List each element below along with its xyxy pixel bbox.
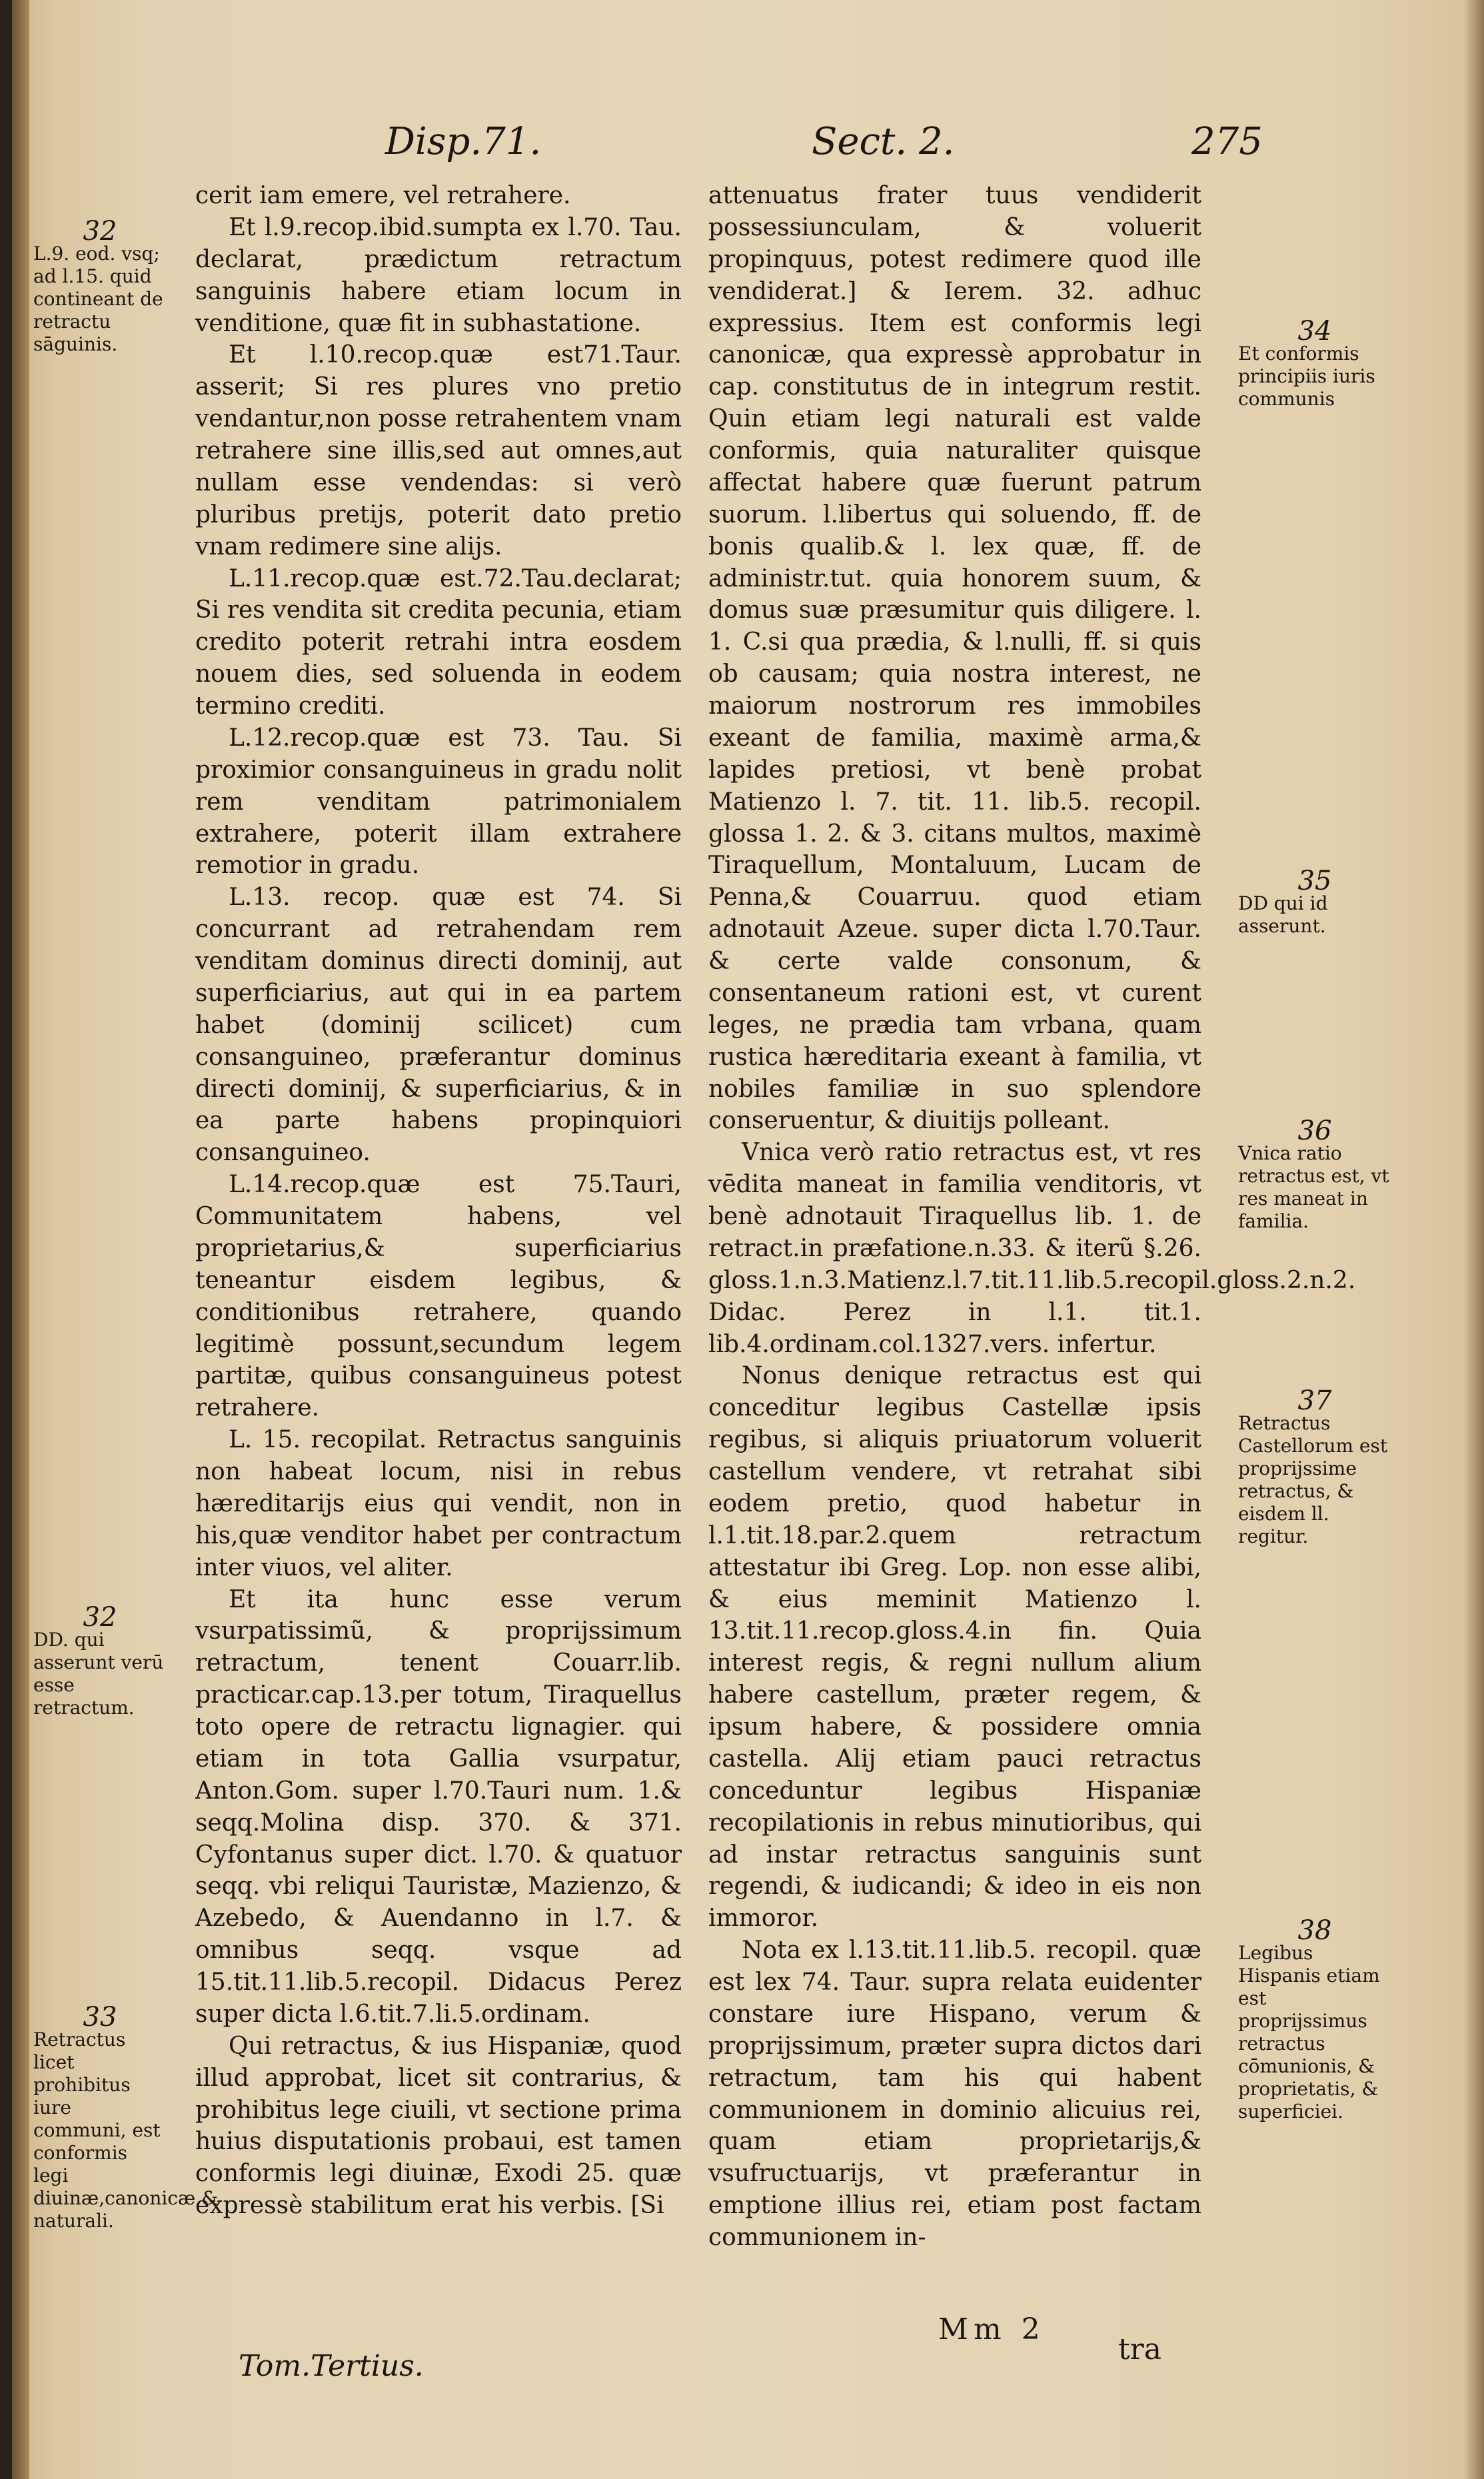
- paragraph: Nonus denique retractus est qui conceditur legibus Castellæ ipsis regibus, si aliquis priuatorum voluerit castellum vendere, vt retrahat sibi eodem pretio, quod habetur in l.1.tit.18.par.2.quem retractum attestatur ibi Greg. Lop. non esse alibi, & eius meminit Matienzo l. 13.tit.11.recop.gloss.4.in fin. Quia interest regis, & regni nullum alium habere castellum, præter regem, & ipsum habere, & possidere omnia castella. Alij etiam pauci retractus conceduntur legibus Hispaniæ recopilationis in rebus minutioribus, qui ad instar retractus sanguinis sunt regendi, & iudicandi; & ideo in eis non immoror.: [708, 1362, 1201, 1933]
- margin-note-text: Legibus Hispanis etiam est proprijssimus retractus cōmunionis, & proprietatis, & superficiei.: [1238, 1942, 1380, 2122]
- margin-note-text: Et conformis principiis iuris communis: [1238, 343, 1375, 410]
- margin-note-right: [1238, 866, 1391, 938]
- margin-note-number: 38: [1297, 1915, 1332, 1946]
- margin-note-text: DD. qui asserunt verū esse retractum.: [33, 1629, 164, 1719]
- margin-note-text: Vnica ratio retractus est, vt res maneat in familia.: [1238, 1142, 1389, 1232]
- margin-note-left: [33, 216, 167, 356]
- catchword: tra: [1118, 2332, 1161, 2366]
- margin-note-text: Retractus Castellorum est proprijssime retractus, & eisdem ll. regitur.: [1238, 1412, 1388, 1547]
- paragraph: cerit iam emere, vel retrahere.: [195, 182, 571, 209]
- margin-note-number: 32: [83, 216, 117, 247]
- paragraph: Nota ex l.13.tit.11.lib.5. recopil. quæ est lex 74. Taur. supra relata euidenter constare iure Hispano, verum & proprijssimum, præter supra dictos dari retractum, tam his qui habent communionem in dominio alicuius rei, quam etiam proprietarijs,& vsufructuarijs, vt præferantur in emptione illius rei, etiam post factam communionem in-: [708, 1937, 1201, 2251]
- paragraph: Qui retractus, & ius Hispaniæ, quod illud approbat, licet sit contrarius, & prohibitus lege ciuili, vt sectione prima huius disputationis probaui, est tamen conformis legi diuinæ, Exodi 25. quæ expressè stabilitum erat his verbis. [Si: [195, 2032, 682, 2220]
- page-edge: [1464, 0, 1484, 2479]
- margin-note-text: DD qui id asserunt.: [1238, 892, 1328, 937]
- paragraph: L.11.recop.quæ est.72.Tau.declarat; Si res vendita sit credita pecunia, etiam credito poterit retrahi intra eosdem nouem dies, sed soluenda in eodem termino crediti.: [195, 564, 682, 720]
- margin-note-left: [33, 2002, 219, 2232]
- margin-note-number: 37: [1297, 1385, 1332, 1416]
- margin-note-right: [1238, 1385, 1391, 1548]
- header-section: Sect. 2.: [812, 120, 955, 163]
- running-header: [12, 120, 1484, 173]
- margin-note-number: 32: [83, 1602, 117, 1633]
- paragraph: Vnica verò ratio retractus est, vt res vēdita maneat in familia venditoris, vt benè adnotauit Tiraquellus lib. 1. de retract.in præfatione.n.33. & iterũ §.26. gloss.1.n.3.Matienz.l.7.tit.11.lib.5.recopil.gloss.2.n.2. Didac. Perez in l.1. tit.1. lib.4.ordinam.col.1327.vers. infertur.: [708, 1139, 1356, 1358]
- paragraph: Et ita hunc esse verum vsurpatissimũ, & proprijssimum retractum, tenent Couarr.lib. practicar.cap.13.per totum, Tiraquellus toto opere de retractu lignagier. qui etiam in tota Gallia vsurpatur, Anton.Gom. super l.70.Tauri num. 1.& seqq.Molina disp. 370. & 371. Cyfontanus super dict. l.70. & quatuor seqq. vbi reliqui Tauristæ, Mazienzo, & Azebedo, & Auendanno in l.7. & omnibus seqq. vsque ad 15.tit.11.lib.5.recopil. Didacus Perez super dicta l.6.tit.7.li.5.ordinam.: [195, 1585, 682, 2028]
- margin-note-number: 34: [1297, 316, 1332, 347]
- paragraph: attenuatus frater tuus vendiderit possessiunculam, & voluerit propinquus, potest redimere quod ille vendiderat.] & Ierem. 32. adhuc expressius. Item est conformis legi canonicæ, qua expressè approbatur in cap. constitutus de in integrum restit. Quin etiam legi naturali est valde conformis, quia naturaliter quisque affectat habere quæ fuerunt patrum suorum. l.libertus qui soluendo, ff. de bonis qualib.& l. lex quæ, ff. de administr.tut. quia honorem suum, & domus suæ præsumitur quis diligere. l. 1. C.si qua prædia, & l.nulli, ff. si quis ob causam; quia nostra interest, ne maiorum nostrorum res immobiles exeant de familia, maximè arma,& lapides pretiosi, vt benè probat Matienzo l. 7. tit. 11. lib.5. recopil. glossa 1. 2. & 3. citans multos, maximè Tiraquellum, Montaluum, Lucam de Penna,& Couarruu. quod etiam adnotauit Azeue. super dicta l.70.Taur. & certe valde consonum, & consentaneum rationi est, vt curent leges, ne prædia tam vrbana, quam rustica hæreditaria exeant à familia, vt nobiles familiæ in suo splendore conseruentur, & diuitijs polleant.: [708, 182, 1201, 1135]
- paragraph: Et l.9.recop.ibid.sumpta ex l.70. Tau. declarat, prædictum retractum sanguinis habere etiam locum in venditione, quæ fit in subhastatione.: [195, 213, 682, 337]
- paragraph: L.13. recop. quæ est 74. Si concurrant ad retrahendam rem venditam dominus directi dominij, aut superficiarius, aut qui in ea partem habet (dominij scilicet) cum consanguineo, præferantur dominus directi dominij, & superficiarius, & in ea parte habens propinquiori consanguineo.: [195, 884, 682, 1167]
- margin-note-number: 36: [1297, 1116, 1332, 1146]
- margin-note-right: [1238, 316, 1391, 411]
- margin-note-right: [1238, 1116, 1391, 1233]
- signature-mark: Mm 2: [938, 2312, 1046, 2346]
- margin-note-number: 35: [1297, 866, 1332, 896]
- margin-note-left: [33, 1602, 167, 1719]
- paragraph: L. 15. recopilat. Retractus sanguinis non habeat locum, nisi in rebus hæreditarijs eius qui vendit, non in his,quæ venditor habet per contractum inter viuos, vel aliter.: [195, 1426, 682, 1581]
- left-text-column: [195, 180, 682, 2222]
- paragraph: L.12.recop.quæ est 73. Tau. Si proximior consanguineus in gradu nolit rem venditam patrimonialem extrahere, poterit illam extrahere remotior in gradu.: [195, 724, 682, 880]
- margin-note-number: 33: [83, 2002, 117, 2033]
- page-number: 275: [1191, 120, 1263, 163]
- margin-note-text: L.9. eod. vsq; ad l.15. quid contineant de retractu sāguinis.: [33, 243, 163, 355]
- paragraph: L.14.recop.quæ est 75.Tauri, Communitatem habens, vel proprietarius,& superficiarius teneantur eisdem legibus, & conditionibus retrahere, quando legitimè possunt,secundum legem partitæ, quibus consanguineus potest retrahere.: [195, 1171, 682, 1422]
- margin-note-text: Retractus licet prohibitus iure communi, est conformis legi diuinæ,canonicæ,& naturali.: [33, 2029, 219, 2232]
- book-spine: [12, 0, 29, 2479]
- paragraph: Et l.10.recop.quæ est71.Taur. asserit; Si res plures vno pretio vendantur,non posse retrahentem vnam retrahere sine illis,sed aut omnes,aut nullam esse vendendas: si verò pluribus pretijs, poterit dato pretio vnam redimere sine alijs.: [195, 341, 682, 560]
- header-disputation: Disp.71.: [385, 120, 542, 163]
- margin-note-right: [1238, 1915, 1391, 2123]
- volume-signature: Tom.Tertius.: [239, 2349, 424, 2383]
- book-page: [12, 0, 1484, 2479]
